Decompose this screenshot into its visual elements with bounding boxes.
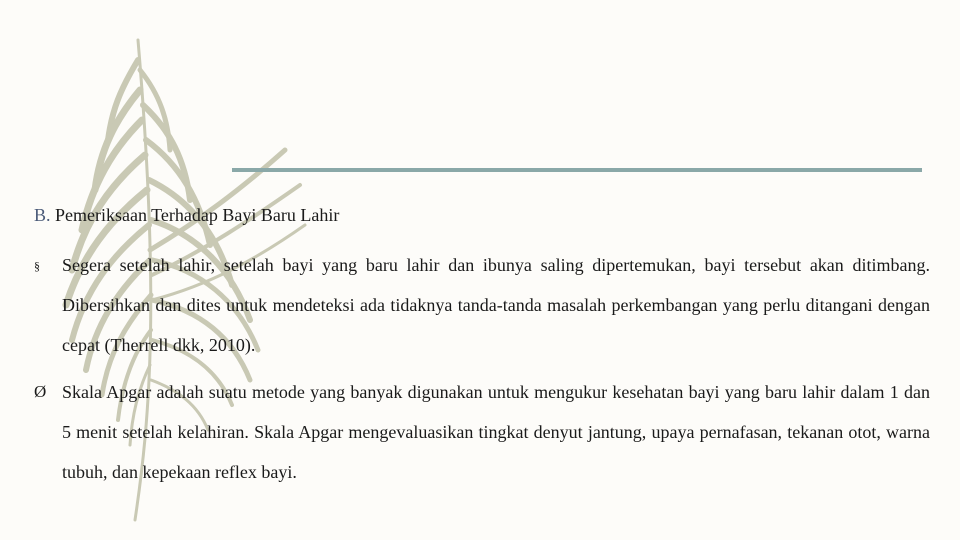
arrow-bullet-icon: Ø [34,382,47,401]
paragraph-apgar [34,372,930,492]
title-divider [232,168,922,172]
paragraph-newborn-exam [34,245,930,365]
paragraph-text: Segera setelah lahir, setelah bayi yang baru lahir dan ibunya saling dipertemukan, bayi tersebut akan ditimbang. Dibersihkan dan dites untuk mendeteksi ada tidaknya tanda-tanda masalah perkembangan yang perlu ditangani dengan cepat (Therrell dkk, 2010). [62,255,930,355]
section-title: Pemeriksaan Terhadap Bayi Baru Lahir [55,205,340,225]
square-bullet-icon: § [34,259,40,273]
paragraph-text: Skala Apgar adalah suatu metode yang banyak digunakan untuk mengukur kesehatan bayi yang baru lahir dalam 1 dan 5 menit setelah kelahiran. Skala Apgar mengevaluasikan tingkat denyut jantung, upaya pernafasan, tekanan otot, warna tubuh, dan kepekaan reflex bayi. [62,382,930,482]
section-heading [34,204,339,226]
section-number: B. [34,205,51,225]
